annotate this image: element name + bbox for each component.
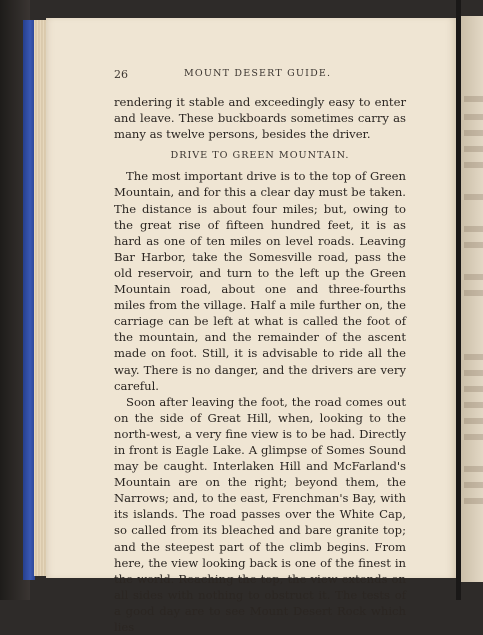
- paragraph: The most important drive is to the top of Green Mountain, and for this a clear day must be taken. The distance is about four miles; but, owing to the great rise of fifteen hundred feet, it is as hard as one of ten miles on level roads. Leaving Bar Harbor, take the Somesville road, pass the old reservoir, and turn to the left up the Green Mountain road, about one and three-fourths miles from the village. Half a mile further on, the carriage can be left at what is called the foot of the mountain, and the remainder of the ascent made on foot. Still, it is advisable to ride all the way. There is no danger, and the drivers are very careful.: [114, 169, 406, 393]
- facing-page-text-fragment: [464, 96, 483, 102]
- facing-page-text-fragment: [464, 498, 483, 504]
- facing-page-text-fragment: [464, 194, 483, 200]
- page-number: 26: [114, 68, 128, 81]
- facing-page-text-fragment: [464, 402, 483, 408]
- running-title: MOUNT DESERT GUIDE.: [184, 68, 332, 79]
- facing-page-text-fragment: [464, 354, 483, 360]
- facing-page-text-fragment: [464, 290, 483, 296]
- paragraph: rendering it stable and exceedingly easy to enter and leave. These buckboards sometimes carry as many as twelve persons, besides the driver.: [114, 95, 406, 142]
- facing-page-text-fragment: [464, 482, 483, 488]
- facing-page-text-fragment: [464, 386, 483, 392]
- facing-page-text-fragment: [464, 146, 483, 152]
- facing-page-text-fragment: [464, 226, 483, 232]
- facing-page-text-fragment: [464, 114, 483, 120]
- page-header: [114, 68, 406, 82]
- paragraph: Soon after leaving the foot, the road comes out on the side of Great Hill, when, looking to the north-west, a very fine view is to be had. Directly in front is Eagle Lake. A glimpse of Somes Sound may be caught. Interlaken Hill and McFarland's Mountain are on the right; beyond them, the Narrows; and, to the east, Frenchman's Bay, with its islands. The road passes over the White Cap, so called from its bleached and bare granite top; and the steepest part of the climb begins. From here, the view looking back is one of the finest in the world. Reaching the top, the view extends on all sides with nothing to obstruct it. The tests of a good day are to see Mount Desert Rock which lies: [114, 394, 406, 634]
- facing-page-text-fragment: [464, 466, 483, 472]
- facing-page-text-fragment: [464, 434, 483, 440]
- facing-page-text-fragment: [464, 162, 483, 168]
- facing-page-text-fragment: [464, 242, 483, 248]
- facing-page-text-fragment: [464, 130, 483, 136]
- facing-page-text-fragment: [464, 370, 483, 376]
- facing-page-edge: [461, 16, 483, 582]
- section-heading: DRIVE TO GREEN MOUNTAIN.: [170, 150, 350, 162]
- facing-page-text-fragment: [464, 418, 483, 424]
- page-body: [114, 94, 406, 635]
- facing-page-text-fragment: [464, 274, 483, 280]
